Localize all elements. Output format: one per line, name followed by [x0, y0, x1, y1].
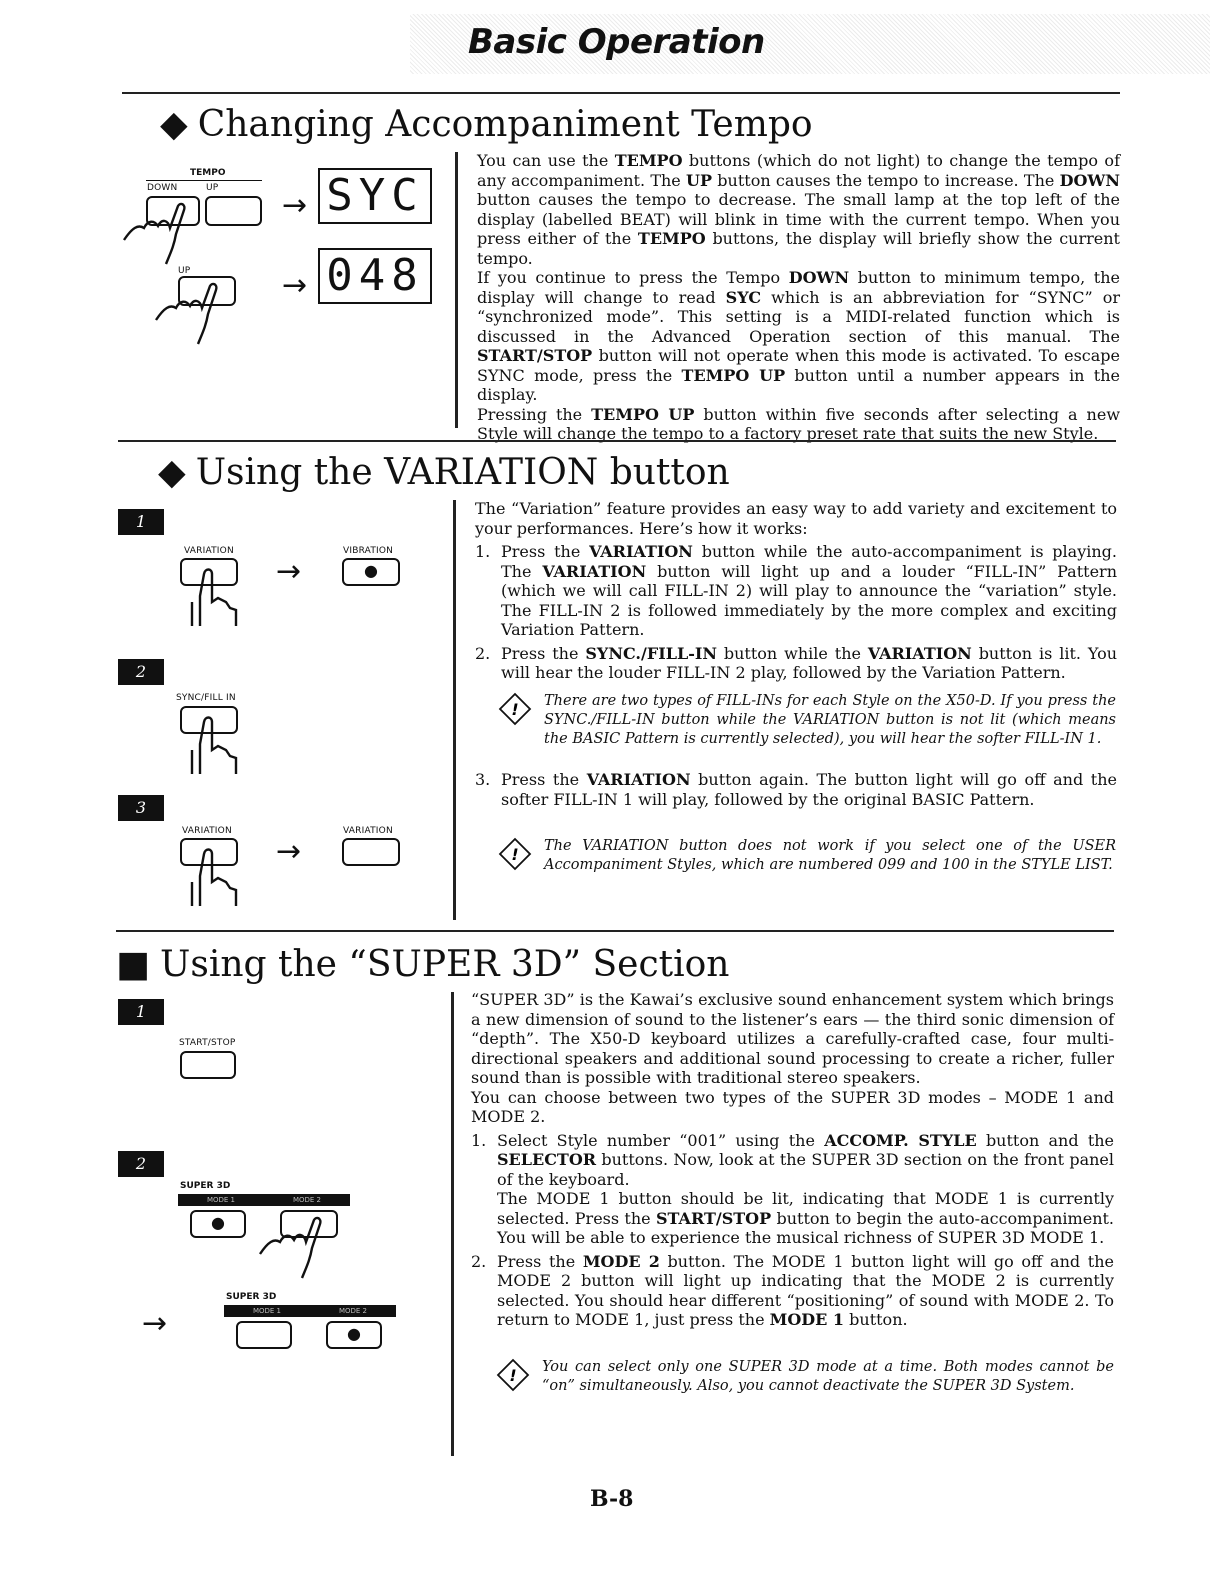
note-one-mode: ! You can select only one SUPER 3D mode at a time. Both modes cannot be “on” simultaneously. Also, you cannot deactivate the SUPER 3D System.: [496, 1358, 1114, 1398]
tempo-up-button[interactable]: [205, 196, 262, 226]
arrow-icon: →: [276, 554, 302, 589]
arrow-icon: →: [282, 188, 308, 223]
super3d-mode-bar: [178, 1194, 350, 1206]
mode1-label: MODE 1: [206, 1196, 236, 1204]
header-rule: [122, 92, 1120, 94]
svg-text:!: !: [509, 1366, 517, 1385]
section-title-text: Changing Accompaniment Tempo: [197, 104, 813, 145]
note-fill-ins: ! There are two types of FILL-INs for each Style on the X50-D. If you press the SYNC./FILL-IN button while the VARIATION button is not lit (which means the BASIC Pattern is currently selected), you will hear the softer FILL-IN 1.: [498, 692, 1116, 749]
sync-fill-in-label: SYNC/FILL IN: [176, 693, 236, 703]
mode1-button-unlit[interactable]: [236, 1321, 292, 1349]
square-bullet-icon: ■: [116, 944, 151, 985]
tempo-label: TEMPO: [190, 168, 226, 178]
svg-text:!: !: [511, 845, 519, 864]
step-badge: 2: [118, 659, 164, 685]
variation-text: [475, 499, 1117, 687]
step-badge: 1: [118, 509, 164, 535]
pressing-finger-icon: [186, 714, 246, 780]
section-rule: [116, 930, 1114, 932]
list-item: 2. Press the SYNC./FILL-IN button while the VARIATION button is lit. You will hear the louder FILL-IN 2 play, followed by the Variation Pattern.: [475, 643, 1118, 682]
pressing-hand-icon: [254, 1212, 334, 1282]
diamond-bullet-icon: ◆: [160, 104, 188, 145]
step-badge: 2: [118, 1151, 164, 1177]
variation-button-unlit[interactable]: [342, 838, 400, 866]
warning-diamond-icon: [498, 837, 544, 877]
mode2-label: MODE 2: [338, 1307, 368, 1315]
section-title-super3d: [116, 944, 729, 985]
arrow-icon: →: [282, 268, 308, 303]
super3d-label: SUPER 3D: [180, 1181, 231, 1191]
pressing-finger-icon: [186, 566, 246, 632]
page-header-title: Basic Operation: [468, 22, 765, 62]
tempo-text: [477, 151, 1120, 444]
tempo-paragraph-1: You can use the TEMPO buttons (which do not light) to change the tempo of any accompaniment. The UP button causes the tempo to increase. The DOWN button causes the tempo to decrease. The small lamp at the top left of the display (labelled BEAT) will blink in time with the current tempo. When you press either of the TEMPO buttons, the display will briefly show the current tempo.: [477, 151, 1121, 268]
list-item: 1. Select Style number “001” using the ACCOMP. STYLE button and the SELECTOR buttons. Now, look at the SUPER 3D section on the front panel of the keyboard. The MODE 1 button should be lit, indicating that MODE 1 is currently selected. Press the START/STOP button to begin the auto-accompaniment. You will be able to experience the musical richness of SUPER 3D MODE 1.: [471, 1130, 1115, 1247]
section-title-tempo: [160, 104, 813, 145]
tempo-label-line: [146, 180, 262, 181]
pressing-hand-icon: [118, 198, 198, 268]
arrow-icon: →: [142, 1306, 168, 1341]
column-divider: [451, 992, 454, 1456]
start-stop-label: START/STOP: [179, 1038, 236, 1048]
section-title-text: Using the VARIATION button: [195, 452, 730, 493]
arrow-icon: →: [276, 834, 302, 869]
mode1-label: MODE 1: [252, 1307, 282, 1315]
page-number: B-8: [590, 1486, 634, 1512]
super3d-paragraph-1: “SUPER 3D” is the Kawai’s exclusive sound enhancement system which brings a new dimension of sound to the listener’s ears — the third sonic dimension of “depth”. The X50-D keyboard utilizes a carefully-crafted case, four multi-directional speakers and additional sound processing to create a richer, fuller sound than is possible with traditional stereo speakers.: [471, 990, 1114, 1087]
diamond-bullet-icon: ◆: [158, 452, 186, 493]
start-stop-button[interactable]: [180, 1051, 236, 1079]
pressing-finger-icon: [186, 846, 246, 912]
mode2-label: MODE 2: [292, 1196, 322, 1204]
up-label: UP: [206, 183, 219, 193]
super3d-paragraph-2: You can choose between two types of the SUPER 3D modes – MODE 1 and MODE 2.: [471, 1087, 1114, 1126]
down-label: DOWN: [147, 183, 178, 193]
variation-step3: [475, 770, 1117, 813]
variation-label: VARIATION: [182, 826, 232, 836]
section-title-text: Using the “SUPER 3D” Section: [160, 944, 730, 985]
display-syc: SYC: [318, 168, 432, 224]
column-divider: [455, 152, 458, 428]
super3d-text: [471, 990, 1114, 1334]
step-badge: 1: [118, 999, 164, 1025]
section-rule: [118, 440, 1116, 442]
list-item: 3. Press the VARIATION button again. The button light will go off and the softer FILL-IN 1 will play, followed by the original BASIC Pattern.: [475, 770, 1117, 809]
step-badge: 3: [118, 795, 164, 821]
variation-label-right: VARIATION: [343, 826, 393, 836]
variation-label: VARIATION: [184, 546, 234, 556]
variation-intro: The “Variation” feature provides an easy way to add variety and excitement to your performances. Here’s how it works:: [475, 499, 1117, 538]
tempo-paragraph-2: If you continue to press the Tempo DOWN button to minimum tempo, the display will change to read SYC which is an abbreviation for “SYNC” or “synchronized mode”. This setting is a MIDI-related function which is discussed in the Advanced Operation section of this manual. The START/STOP button will not operate when this mode is activated. To escape SYNC mode, press the TEMPO UP button until a number appears in the display.: [477, 268, 1121, 404]
variation-button-lit[interactable]: ●: [342, 558, 400, 586]
mode1-button-lit[interactable]: ●: [190, 1210, 246, 1238]
super3d-mode-bar: [224, 1305, 396, 1317]
list-item: 1. Press the VARIATION button while the auto-accompaniment is playing. The VARIATION button will light up and a louder “FILL-IN” Pattern (which we will call FILL-IN 2) will play to announce the “variation” style. The FILL-IN 2 is followed immediately by the more complex and exciting Variation Pattern.: [475, 542, 1118, 639]
column-divider: [453, 500, 456, 920]
super3d-label: SUPER 3D: [226, 1292, 277, 1302]
display-048: 048: [318, 248, 432, 304]
warning-diamond-icon: [498, 692, 544, 732]
pressing-hand-icon: [150, 278, 230, 348]
svg-text:!: !: [511, 700, 519, 719]
vibration-label: VIBRATION: [343, 546, 394, 556]
up-label-2: UP: [178, 266, 191, 276]
tempo-paragraph-3: Pressing the TEMPO UP button within five seconds after selecting a new Style will change the tempo to a factory preset rate that suits the new Style.: [477, 404, 1121, 443]
note-user-styles: ! The VARIATION button does not work if you select one of the USER Accompaniment Styles, which are numbered 099 and 100 in the STYLE LIST.: [498, 837, 1116, 877]
list-item: 2. Press the MODE 2 button. The MODE 1 button light will go off and the MODE 2 button will light up indicating that the MODE 2 is currently selected. You should hear different “positioning” of sound with MODE 2. To return to MODE 1, just press the MODE 1 button.: [471, 1251, 1115, 1329]
mode2-button-lit[interactable]: ●: [326, 1321, 382, 1349]
warning-diamond-icon: [496, 1358, 542, 1398]
section-title-variation: [158, 452, 730, 493]
